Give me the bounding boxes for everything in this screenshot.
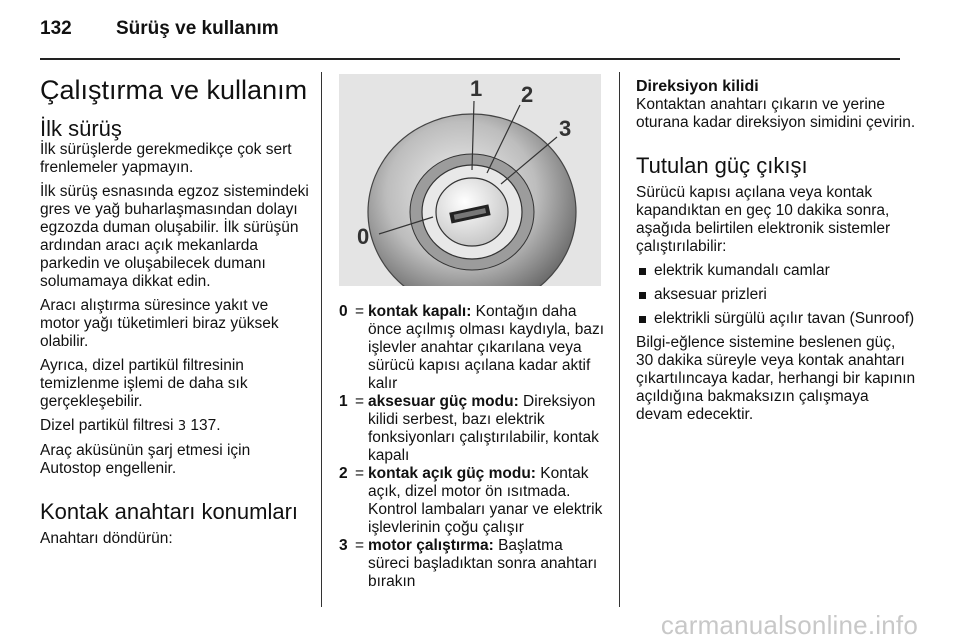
paragraph-cross-reference (40, 417, 312, 436)
definition-term: aksesuar güç modu: (368, 393, 519, 410)
paragraph: İlk sürüş esnasında egzoz sistemindeki gres ve yağ buharlaşmasından dolayı egzozda duman oluşabilir. İlk sürüşün ardından aracı açık mekanlarda parkedin ve oluşabilecek dumanı solumamaya dikkat edin. (40, 183, 309, 290)
definition-equals: = (354, 465, 365, 482)
section-heading: Çalıştırma ve kullanım (40, 75, 308, 105)
definition-body (368, 465, 607, 537)
list-item (636, 286, 916, 304)
subsection-heading-steering-lock: Direksiyon kilidi (636, 78, 759, 95)
header-rule (40, 58, 900, 60)
ignition-switch-figure (339, 74, 601, 286)
page-number: 132 (40, 18, 72, 39)
definition-term: kontak kapalı: (368, 303, 472, 320)
page-reference-icon: 3 (177, 419, 187, 434)
bullet-list (636, 262, 916, 328)
paragraph: Bilgi-eğlence sistemine beslenen güç, 30 dakika süreyle veya kontak anahtarı çıkartılıncaya kadar, herhangi bir kapının açıldığına bakmaksızın çalışmaya devam edecektir. (636, 334, 916, 423)
definition-body (368, 537, 607, 591)
position-label-1: 1 (470, 76, 483, 101)
subsection-heading-first-drive: İlk sürüş (40, 116, 122, 141)
subsection-heading-retained-power: Tutulan güç çıkışı (636, 153, 808, 178)
bullet-square-icon (639, 268, 646, 275)
definition-item (339, 465, 607, 537)
reference-page-link[interactable]: 137. (190, 417, 221, 434)
subsection-heading-key-positions: Kontak anahtarı konumları (40, 499, 299, 524)
bullet-square-icon (639, 316, 646, 323)
left-column (40, 75, 312, 548)
definition-number: 2 (339, 465, 348, 482)
list-item (636, 262, 916, 280)
definition-description: Kontağın daha önce açılmış olması kaydıyla, bazı işlevler anahtar çıkarılana veya sürücü kapısı açılana kadar aktif kalır (368, 303, 605, 392)
ignition-switch-illustration (339, 74, 601, 286)
right-column (636, 78, 916, 424)
definition-item (339, 537, 607, 591)
definition-equals: = (354, 537, 365, 554)
list-item-text: elektrik kumandalı camlar (654, 262, 830, 279)
watermark: carmanualsonline.info (660, 610, 918, 640)
definition-description: Direksiyon kilidi serbest, bazı elektrik fonksiyonları çalıştırılabilir, kontak kapalı (368, 393, 599, 464)
position-label-2: 2 (521, 82, 534, 107)
definition-equals: = (354, 393, 365, 410)
definition-description: Başlatma süreci başladıktan sonra anahtarı bırakın (368, 537, 598, 590)
paragraph: Aracı alıştırma süresince yakıt ve motor yağı tüketimleri biraz yüksek olabilir. (40, 297, 279, 350)
position-label-0: 0 (357, 224, 370, 249)
paragraph: Ayrıca, dizel partikül filtresinin temizlenme işlemi de daha sık gerçekleşebilir. (40, 357, 248, 410)
reference-text: Dizel partikül filtresi (40, 417, 174, 434)
paragraph: Sürücü kapısı açılana veya kontak kapandıktan en geç 10 dakika sonra, aşağıda belirtilen elektronik sistemler çalıştırılabilir: (636, 184, 891, 255)
list-item-text: elektrikli sürgülü açılır tavan (Sunroof) (654, 310, 915, 327)
paragraph: Araç aküsünün şarj etmesi için Autostop engellenir. (40, 442, 251, 477)
definition-equals: = (354, 303, 365, 320)
definition-body (368, 393, 607, 465)
middle-column (339, 74, 607, 591)
paragraph: Kontaktan anahtarı çıkarın ve yerine oturana kadar direksiyon simidini çevirin. (636, 96, 916, 131)
paragraph: İlk sürüşlerde gerekmedikçe çok sert frenlemeler yapmayın. (40, 141, 292, 176)
list-item (636, 310, 916, 328)
key-positions-list (339, 303, 607, 591)
position-label-3: 3 (559, 116, 572, 141)
definition-term: motor çalıştırma: (368, 537, 494, 554)
bullet-square-icon (639, 292, 646, 299)
definition-term: kontak açık güç modu: (368, 465, 536, 482)
definition-item (339, 303, 607, 393)
definition-description: Kontak açık, dizel motor ön ısıtmada. Kontrol lambaları yanar ve elektrik işlevlerinin çoğu çalışır (368, 465, 603, 536)
definition-number: 3 (339, 537, 348, 554)
definition-number: 0 (339, 303, 348, 320)
definition-body (368, 303, 607, 393)
page-section-title: Sürüş ve kullanım (116, 18, 279, 39)
paragraph: Anahtarı döndürün: (40, 530, 173, 547)
definition-number: 1 (339, 393, 348, 410)
column-divider (619, 72, 620, 607)
list-item-text: aksesuar prizleri (654, 286, 767, 303)
definition-item (339, 393, 607, 465)
column-divider (321, 72, 322, 607)
